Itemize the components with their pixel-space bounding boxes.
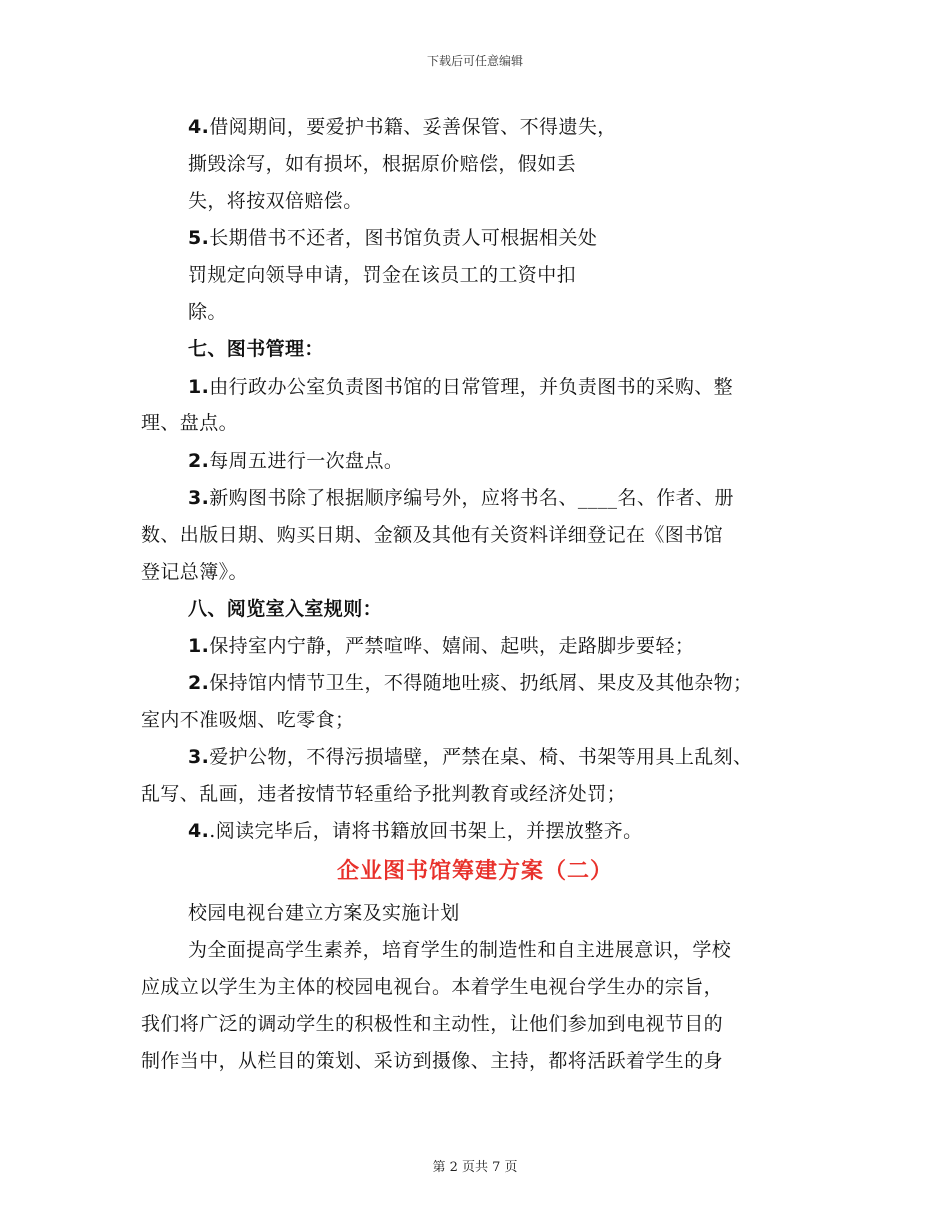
item-number: 2. xyxy=(188,672,210,694)
management-item-1-line-1: 1.由行政办公室负责图书馆的日常管理，并负责图书的采购、整 xyxy=(188,376,734,398)
borrow-item-4-line-3: 失，将按双倍赔偿。 xyxy=(188,190,363,212)
borrow-item-5-line-3: 除。 xyxy=(188,301,227,323)
borrow-item-5-line-1: 5.长期借书不还者，图书馆负责人可根据相关处 xyxy=(188,227,598,249)
page-footer: 第 2 页共 7 页 xyxy=(432,1160,518,1175)
management-item-1-line-2: 理、盘点。 xyxy=(141,412,239,434)
section-title-part-2: 企业图书馆筹建方案（二） xyxy=(336,858,613,884)
part-2-paragraph-line-4: 制作当中，从栏目的策划、采访到摄像、主持，都将活跃着学生的身 xyxy=(141,1050,724,1072)
management-item-2-line-1: 2.每周五进行一次盘点。 xyxy=(188,450,404,472)
section-heading-reading-room: 八、阅览室入室规则： xyxy=(188,598,383,620)
item-number: 4. xyxy=(188,116,210,138)
item-number: 4. xyxy=(188,820,210,842)
management-item-3-line-2: 数、出版日期、购买日期、金额及其他有关资料详细登记在《图书馆 xyxy=(141,524,724,546)
reading-item-3-line-2: 乱写、乱画，违者按情节轻重给予批判教育或经济处罚； xyxy=(141,783,627,805)
reading-item-3-line-1: 3.爱护公物，不得污损墙壁，严禁在桌、椅、书架等用具上乱刻、 xyxy=(188,746,753,768)
reading-item-2-line-1: 2.保持馆内情节卫生，不得随地吐痰、扔纸屑、果皮及其他杂物； xyxy=(188,672,753,694)
item-number: 3. xyxy=(188,746,210,768)
page-header: 下载后可任意编辑 xyxy=(426,54,523,68)
part-2-paragraph-line-2: 应成立以学生为主体的校园电视台。本着学生电视台学生办的宗旨， xyxy=(141,976,724,998)
reading-item-2-line-2: 室内不准吸烟、吃零食； xyxy=(141,709,355,731)
borrow-item-4-line-2: 撕毁涂写，如有损坏，根据原价赔偿，假如丢 xyxy=(188,153,577,175)
part-2-paragraph-line-3: 我们将广泛的调动学生的积极性和主动性，让他们参加到电视节目的 xyxy=(141,1013,724,1035)
management-item-3-line-1: 3.新购图书除了根据顺序编号外，应将书名、____名、作者、册 xyxy=(188,487,734,509)
item-number: 5. xyxy=(188,227,210,249)
part-2-subtitle: 校园电视台建立方案及实施计划 xyxy=(188,902,460,924)
item-number: 1. xyxy=(188,376,210,398)
reading-item-1-line-1: 1.保持室内宁静，严禁喧哗、嬉闹、起哄，走路脚步要轻； xyxy=(188,635,695,657)
borrow-item-5-line-2: 罚规定向领导申请，罚金在该员工的工资中扣 xyxy=(188,264,577,286)
item-number: 2. xyxy=(188,450,210,472)
borrow-item-4-line-1: 4.借阅期间，要爱护书籍、妥善保管、不得遗失， xyxy=(188,116,617,138)
reading-item-4-line-1: 4..阅读完毕后，请将书籍放回书架上，并摆放整齐。 xyxy=(188,820,643,842)
part-2-paragraph-line-1: 为全面提高学生素养，培育学生的制造性和自主进展意识，学校 xyxy=(188,939,732,961)
management-item-3-line-3: 登记总簿》。 xyxy=(141,561,248,583)
section-heading-book-management: 七、图书管理： xyxy=(188,338,324,360)
item-number: 3. xyxy=(188,487,210,509)
item-number: 1. xyxy=(188,635,210,657)
